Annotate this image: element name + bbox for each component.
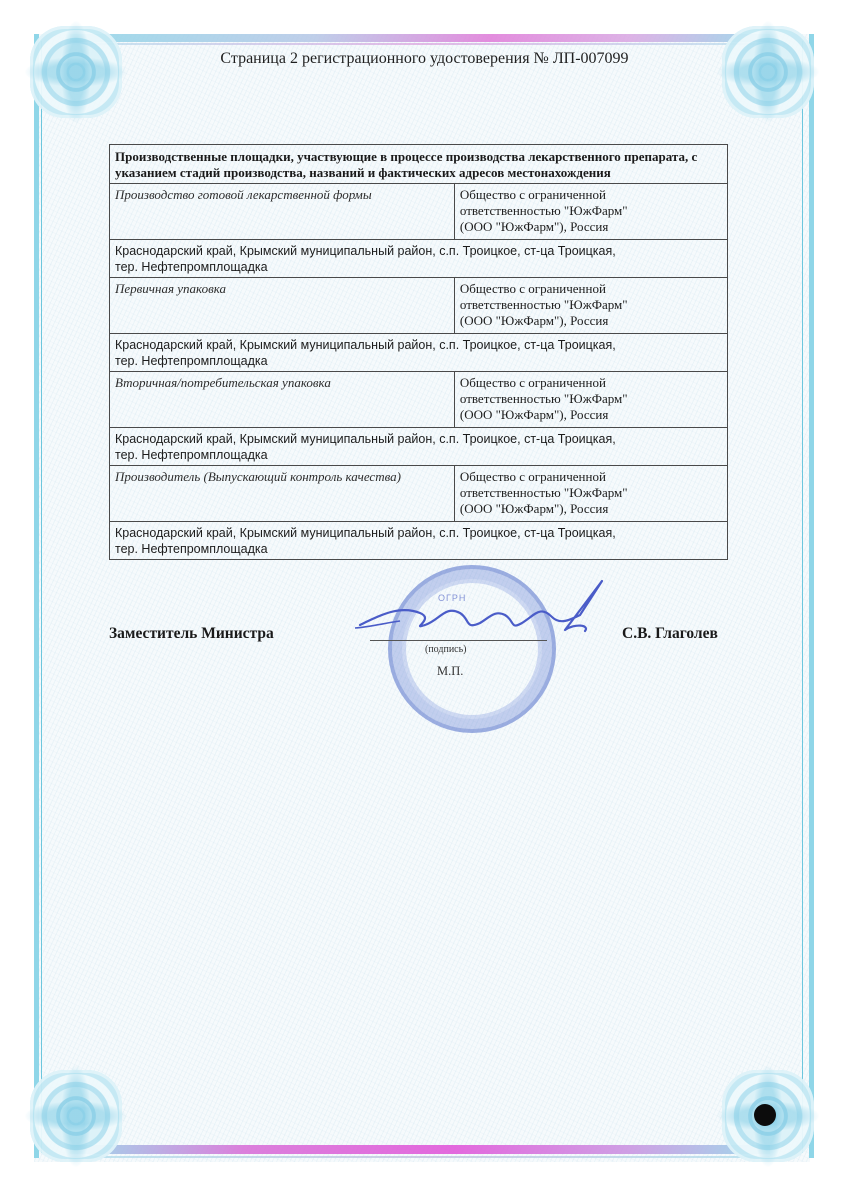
table-header: Производственные площадки, участвующие в процессе производства лекарственного препарата, с указанием стадий производства, названий и фактических адресов местонахождения [110, 145, 728, 184]
company-line: (ООО "ЮжФарм"), Россия [459, 313, 609, 328]
top-guilloche-band-thin [70, 43, 770, 45]
address-line: тер. Нефтепромплощадка [115, 542, 268, 556]
address-line: Краснодарский край, Крымский муниципальный район, с.п. Троицкое, ст-ца Троицкая, [115, 432, 616, 446]
table-row [110, 184, 728, 240]
stamp-text: ОГРН [438, 593, 467, 603]
stage-cell: Первичная упаковка [110, 278, 455, 334]
stage-cell: Вторичная/потребительская упаковка [110, 372, 455, 428]
address-cell [110, 240, 728, 278]
company-cell [454, 278, 727, 334]
top-guilloche-band [70, 34, 770, 42]
signer-title: Заместитель Министра [109, 625, 274, 642]
company-cell [454, 372, 727, 428]
company-line: (ООО "ЮжФарм"), Россия [459, 501, 609, 516]
page-title: Страница 2 регистрационного удостоверения № ЛП-007099 [220, 50, 629, 67]
table-row [110, 278, 728, 334]
signature-block [0, 622, 849, 712]
rosette-ornament-icon [30, 1070, 122, 1162]
bottom-guilloche-band [70, 1145, 770, 1154]
company-line: Общество с ограниченной [459, 375, 606, 390]
bottom-guilloche-band-thin [70, 1156, 770, 1158]
address-line: Краснодарский край, Крымский муниципальный район, с.п. Троицкое, ст-ца Троицкая, [115, 244, 616, 258]
address-line: Краснодарский край, Крымский муниципальный район, с.п. Троицкое, ст-ца Троицкая, [115, 526, 616, 540]
address-row [110, 334, 728, 372]
signature-line [370, 640, 547, 641]
address-cell [110, 522, 728, 560]
company-line: ответственностью "ЮжФарм" [459, 391, 628, 406]
company-line: Общество с ограниченной [459, 281, 606, 296]
stage-cell: Производство готовой лекарственной формы [110, 184, 455, 240]
manufacturing-sites-table [109, 144, 728, 560]
punch-hole [754, 1104, 776, 1126]
address-line: тер. Нефтепромплощадка [115, 354, 268, 368]
address-line: Краснодарский край, Крымский муниципальный район, с.п. Троицкое, ст-ца Троицкая, [115, 338, 616, 352]
company-line: (ООО "ЮжФарм"), Россия [459, 219, 609, 234]
address-row [110, 240, 728, 278]
rosette-ornament-icon [722, 26, 814, 118]
rosette-ornament-icon [30, 26, 122, 118]
company-cell [454, 466, 727, 522]
table-header-row [110, 145, 728, 184]
company-line: ответственностью "ЮжФарм" [459, 485, 628, 500]
company-line: ответственностью "ЮжФарм" [459, 297, 628, 312]
company-line: (ООО "ЮжФарм"), Россия [459, 407, 609, 422]
stamp-place-label: М.П. [437, 664, 464, 678]
company-line: ответственностью "ЮжФарм" [459, 203, 628, 218]
address-line: тер. Нефтепромплощадка [115, 260, 268, 274]
address-cell [110, 334, 728, 372]
company-line: Общество с ограниченной [459, 469, 606, 484]
signer-name: С.В. Глаголев [622, 625, 718, 642]
stage-cell: Производитель (Выпускающий контроль качества) [110, 466, 455, 522]
table-row [110, 372, 728, 428]
company-line: Общество с ограниченной [459, 187, 606, 202]
signature-caption: (подпись) [425, 644, 467, 655]
company-cell [454, 184, 727, 240]
address-line: тер. Нефтепромплощадка [115, 448, 268, 462]
address-cell [110, 428, 728, 466]
address-row [110, 428, 728, 466]
table-row [110, 466, 728, 522]
address-row [110, 522, 728, 560]
